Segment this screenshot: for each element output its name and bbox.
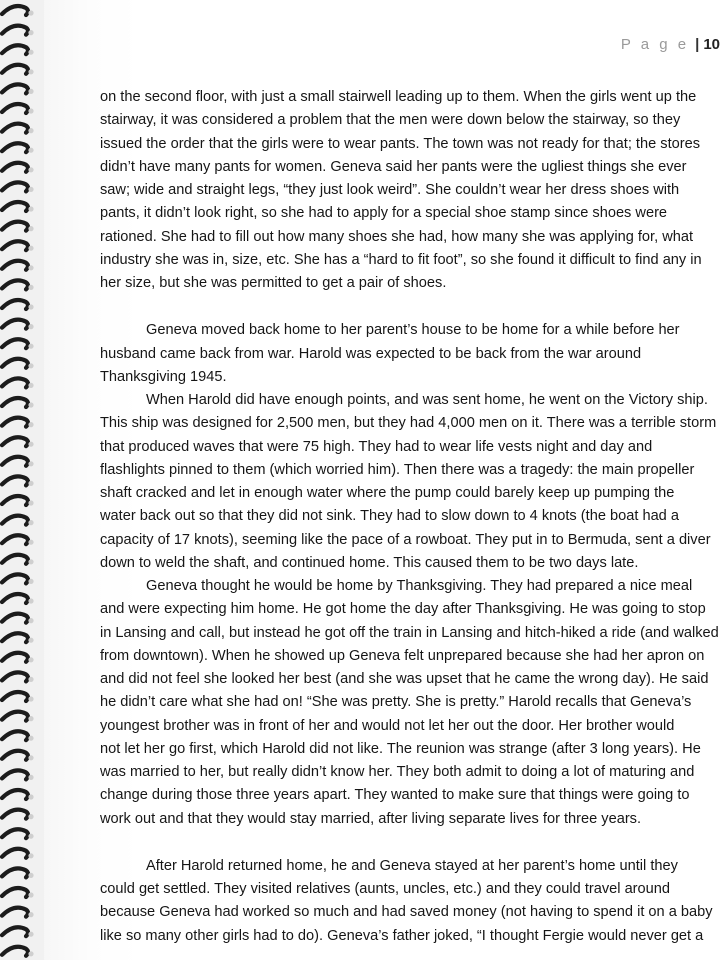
binding-coil — [2, 849, 28, 858]
binding-coil — [2, 163, 28, 172]
binding-hole — [28, 108, 33, 113]
binding-coil — [2, 829, 28, 838]
binding-hole — [28, 363, 33, 368]
binding-coil — [2, 124, 28, 133]
text-line: issued the order that the girls were to wear pants. The town was not ready for that; the stores — [100, 135, 701, 152]
binding-coil — [2, 104, 28, 113]
binding-coil — [2, 476, 28, 485]
text-line: capacity of 17 knots), seeming like the pace of a rowboat. They put in to Bermuda, sent a diver — [100, 531, 711, 548]
binding-coil — [2, 378, 28, 387]
binding-hole — [28, 30, 33, 35]
binding-coil — [2, 868, 28, 877]
binding-coil — [2, 535, 28, 544]
text-line: youngest brother was in front of her and would not let her out the door. Her brother would — [100, 717, 675, 734]
binding-coil — [2, 712, 28, 721]
binding-hole — [28, 304, 33, 309]
binding-coil — [2, 65, 28, 74]
binding-hole — [28, 540, 33, 545]
text-line: could get settled. They visited relatives (aunts, uncles, etc.) and they could travel around — [100, 881, 671, 897]
text-line: pants, it didn’t look right, so she had to apply for a special shoe stamp since shoes were — [100, 205, 668, 222]
text-line: Thanksgiving 1945. — [100, 368, 227, 385]
binding-hole — [28, 755, 33, 760]
binding-hole — [28, 461, 33, 466]
binding-hole — [28, 559, 33, 564]
text-line: like so many other girls had to do). Geneva’s father joked, “I thought Fergie would never get a — [100, 927, 704, 944]
text-line: not let her go first, which Harold did not like. The reunion was strange (after 3 long years). He — [100, 740, 701, 757]
binding-hole — [28, 794, 33, 799]
binding-coil — [2, 300, 28, 309]
binding-hole — [28, 324, 33, 329]
binding-coil — [2, 6, 28, 15]
binding-coil — [2, 320, 28, 329]
binding-hole — [28, 696, 33, 701]
spiral-coil-graphic — [0, 0, 44, 960]
spiral-binding — [0, 0, 44, 960]
text-line: stairway, it was considered a problem that the men were down below the stairway, so they — [100, 112, 681, 129]
binding-hole — [28, 500, 33, 505]
binding-coil — [2, 947, 28, 956]
text-line: and were expecting him home. He got home the day after Thanksgiving. He was going to stop — [100, 601, 706, 618]
binding-coil — [2, 692, 28, 701]
paragraph — [100, 86, 720, 295]
binding-coil — [2, 731, 28, 740]
paragraph — [100, 389, 720, 575]
binding-coil — [2, 398, 28, 407]
binding-hole — [28, 912, 33, 917]
text-line: didn’t have many pants for women. Geneva said her pants were the ugliest things she ever — [100, 158, 687, 175]
text-line: and did not feel she looked her best (and she was upset that he came the wrong day). He said — [100, 671, 709, 687]
text-line: on the second floor, with just a small stairwell leading up to them. When the girls went up the — [100, 89, 697, 105]
paragraph — [100, 319, 720, 389]
text-line: After Harold returned home, he and Geneva stayed at her parent’s home until they — [146, 857, 678, 874]
text-line: her size, but she was permitted to get a pair of shoes. — [100, 275, 447, 291]
page-label: P a g e — [620, 36, 690, 53]
binding-hole — [28, 579, 33, 584]
binding-hole — [28, 853, 33, 858]
binding-coil — [2, 908, 28, 917]
binding-coil — [2, 496, 28, 505]
binding-hole — [28, 520, 33, 525]
binding-hole — [28, 775, 33, 780]
document-body — [100, 86, 720, 948]
binding-hole — [28, 442, 33, 447]
binding-hole — [28, 344, 33, 349]
binding-hole — [28, 246, 33, 251]
text-line: water back out so that they did not sink. They had to slow down to 4 knots (the boat had a — [100, 508, 679, 525]
binding-hole — [28, 932, 33, 937]
binding-hole — [28, 638, 33, 643]
text-line: down to weld the shaft, and continued home. This caused them to be two days late. — [100, 554, 639, 571]
binding-hole — [28, 206, 33, 211]
paragraph — [100, 575, 720, 831]
binding-hole — [28, 50, 33, 55]
binding-coil — [2, 927, 28, 936]
text-line: in Lansing and call, but instead he got off the train in Lansing and hitch-hiked a ride (and walked — [100, 624, 719, 641]
binding-hole — [28, 167, 33, 172]
text-line: work out and that they would stay married, after living separate lives for three years. — [100, 810, 642, 827]
text-line: was married to her, but really didn’t know her. They both admit to doing a lot of maturing and — [100, 764, 695, 780]
binding-coil — [2, 437, 28, 446]
binding-coil — [2, 516, 28, 525]
text-line: saw; wide and straight legs, “they just look weird”. She couldn’t wear her dress shoes with — [100, 182, 680, 198]
binding-hole — [28, 285, 33, 290]
binding-coil — [2, 182, 28, 191]
binding-hole — [28, 422, 33, 427]
text-line: Geneva moved back home to her parent’s house to be home for a while before her — [146, 322, 680, 339]
binding-coil — [2, 261, 28, 270]
binding-hole — [28, 148, 33, 153]
text-line: from downtown). When he showed up Geneva felt unprepared because she had her apron on — [100, 647, 705, 664]
text-line: Geneva thought he would be home by Thanksgiving. They had prepared a nice meal — [146, 578, 693, 594]
binding-hole — [28, 69, 33, 74]
text-line: When Harold did have enough points, and was sent home, he went on the Victory ship. — [146, 392, 708, 408]
header-separator: | — [695, 36, 700, 53]
binding-coil — [2, 653, 28, 662]
paragraph-gap — [100, 831, 720, 855]
binding-coil — [2, 143, 28, 152]
binding-hole — [28, 598, 33, 603]
text-line: he didn’t care what she had on! “She was pretty. She is pretty.” Harold recalls that Geneva’s — [100, 694, 692, 711]
page-header — [621, 36, 720, 53]
binding-hole — [28, 402, 33, 407]
binding-coil — [2, 202, 28, 211]
text-line: that produced waves that were 75 high. They had to wear life vests night and day and — [100, 438, 653, 455]
binding-coil — [2, 574, 28, 583]
binding-hole — [28, 265, 33, 270]
binding-hole — [28, 873, 33, 878]
binding-hole — [28, 383, 33, 388]
text-line: industry she was in, size, etc. She has a “hard to fit foot”, so she found it difficult to find any in — [100, 251, 702, 268]
binding-coil — [2, 810, 28, 819]
binding-hole — [28, 814, 33, 819]
binding-coil — [2, 457, 28, 466]
text-line: rationed. She had to fill out how many shoes she had, how many she was applying for, what — [100, 228, 694, 245]
binding-coil — [2, 84, 28, 93]
binding-coil — [2, 222, 28, 231]
binding-hole — [28, 716, 33, 721]
text-line: husband came back from war. Harold was expected to be back from the war around — [100, 345, 642, 362]
binding-hole — [28, 89, 33, 94]
text-line: shaft cracked and let in enough water where the pump could barely keep up pumping the — [100, 485, 675, 501]
binding-hole — [28, 618, 33, 623]
binding-coil — [2, 790, 28, 799]
binding-coil — [2, 241, 28, 250]
page-number: 10 — [703, 36, 720, 53]
text-line: flashlights pinned to them (which worried him). Then there was a tragedy: the main propeller — [100, 461, 695, 478]
binding-hole — [28, 10, 33, 15]
binding-coil — [2, 888, 28, 897]
binding-coil — [2, 418, 28, 427]
binding-hole — [28, 481, 33, 486]
binding-coil — [2, 339, 28, 348]
binding-coil — [2, 594, 28, 603]
binding-coil — [2, 555, 28, 564]
binding-hole — [28, 736, 33, 741]
binding-hole — [28, 892, 33, 897]
binding-coil — [2, 45, 28, 54]
binding-coil — [2, 633, 28, 642]
binding-hole — [28, 657, 33, 662]
binding-coil — [2, 770, 28, 779]
binding-coil — [2, 751, 28, 760]
binding-hole — [28, 226, 33, 231]
binding-hole — [28, 951, 33, 956]
binding-hole — [28, 187, 33, 192]
binding-hole — [28, 128, 33, 133]
paragraph-gap — [100, 295, 720, 319]
paragraph — [100, 855, 720, 948]
text-line: because Geneva had worked so much and had saved money (not having to spend it on a baby — [100, 904, 713, 921]
text-line: change during those three years apart. They wanted to make sure that things were going to — [100, 787, 690, 804]
binding-coil — [2, 280, 28, 289]
binding-hole — [28, 677, 33, 682]
binding-hole — [28, 834, 33, 839]
binding-coil — [2, 359, 28, 368]
binding-coil — [2, 26, 28, 35]
binding-coil — [2, 614, 28, 623]
text-line: This ship was designed for 2,500 men, but they had 4,000 men on it. There was a terrible storm — [100, 415, 717, 432]
binding-coil — [2, 672, 28, 681]
